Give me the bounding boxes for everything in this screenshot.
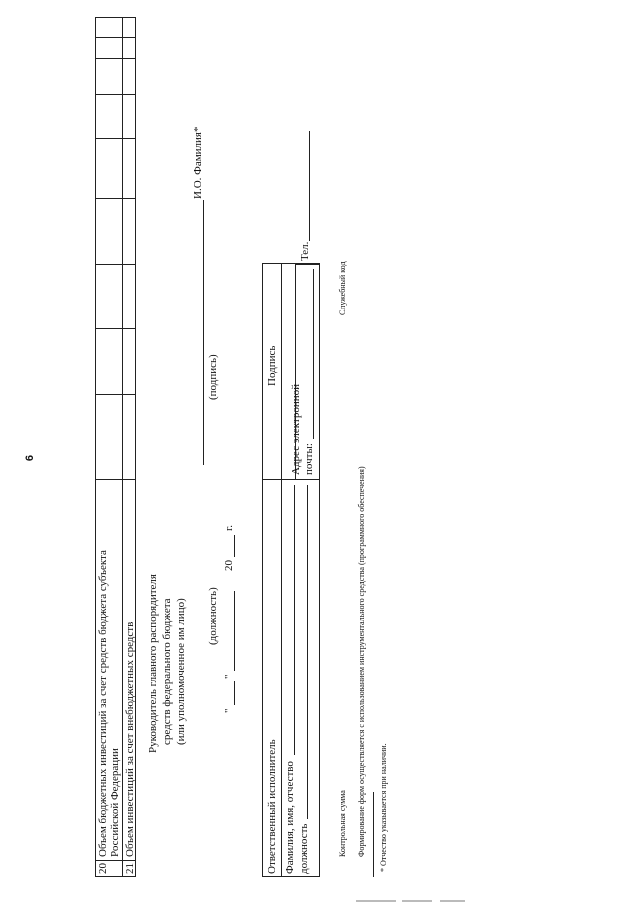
executor-position-line bbox=[307, 485, 308, 819]
executor-email-label-2: почты: bbox=[303, 443, 315, 475]
head-signature-caption: (подпись) bbox=[207, 354, 219, 400]
executor-email-label-1: Адрес электронной bbox=[290, 383, 302, 475]
service-code-label: Служебный код bbox=[338, 261, 347, 315]
head-signature-line bbox=[203, 200, 204, 465]
date-year-line bbox=[234, 535, 235, 557]
date-quote-open: " bbox=[223, 708, 235, 713]
executor-title: Ответственный исполнитель bbox=[266, 739, 278, 874]
executor-position-label: должность bbox=[298, 823, 310, 874]
head-title-line2: средств федерального бюджета bbox=[161, 598, 173, 745]
head-name-label: И.О. Фамилия* bbox=[192, 126, 204, 199]
date-year-suffix: г. bbox=[223, 524, 235, 531]
date-day-line bbox=[234, 681, 235, 705]
scan-artifact bbox=[356, 900, 396, 902]
head-title-line1: Руководитель главного распорядителя bbox=[147, 574, 159, 753]
table-row-21-text: Объем инвестиций за счет внебюджетных средств bbox=[124, 621, 136, 857]
date-month-line bbox=[234, 591, 235, 671]
executor-phone-label: Тел. bbox=[299, 241, 311, 261]
table-row-20-text-2: Российской Федерации bbox=[109, 748, 121, 857]
head-position-caption: (должность) bbox=[207, 587, 219, 645]
head-title-line3: (или уполномоченное им лицо) bbox=[175, 598, 187, 745]
table-row-20-num: 20 bbox=[97, 863, 109, 874]
executor-fio-line bbox=[294, 485, 295, 755]
executor-signature-header: Подпись bbox=[266, 345, 278, 386]
scan-artifact bbox=[402, 900, 432, 902]
formation-note: Формирование форм осуществляется с использованием инструментального средства (программного обеспечения) bbox=[357, 466, 366, 857]
date-quote-close: " bbox=[223, 674, 235, 679]
executor-phone-line bbox=[309, 131, 310, 241]
footnote: * Отчество указывается при наличии. bbox=[379, 743, 388, 872]
date-year-prefix: 20 bbox=[223, 560, 235, 571]
checksum-label: Контрольная сумма bbox=[338, 790, 347, 857]
page-number: 6 bbox=[24, 454, 37, 462]
table-row-21-num: 21 bbox=[124, 863, 136, 874]
scan-artifact bbox=[440, 900, 465, 902]
footnote-separator bbox=[373, 792, 374, 877]
executor-email-line bbox=[313, 269, 314, 439]
executor-fio-label: Фамилия, имя, отчество bbox=[284, 761, 296, 874]
table-row-20-text-1: Объем бюджетных инвестиций за счет средств бюджета субъекта bbox=[97, 550, 109, 857]
